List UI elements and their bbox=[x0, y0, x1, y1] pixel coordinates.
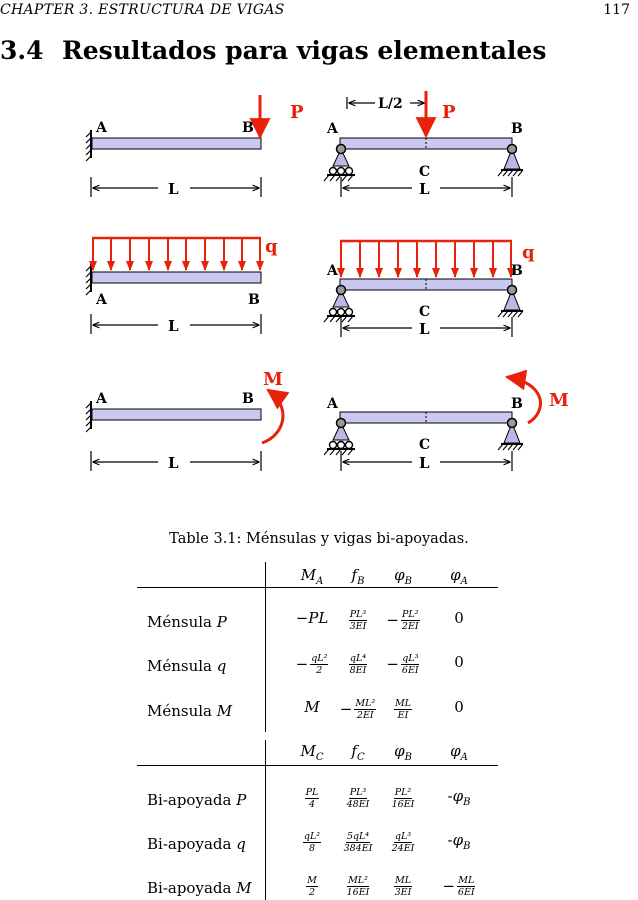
label-c: C bbox=[419, 437, 431, 453]
cell-c2 bbox=[343, 831, 374, 854]
header-3-subscript: A bbox=[460, 576, 468, 587]
table-rule bbox=[137, 587, 498, 588]
section-title: Resultados para vigas elementales bbox=[62, 36, 547, 65]
cell-c2-fraction bbox=[349, 609, 368, 632]
cell-c1-denominator: 2 bbox=[316, 665, 323, 676]
cell-c2-denominator: 48EI bbox=[346, 799, 370, 810]
cell-c2-numerator: ML² bbox=[355, 698, 376, 709]
label-c: C bbox=[419, 164, 431, 180]
cell-c3 bbox=[394, 698, 412, 721]
cell-c3-numerator: PL² bbox=[394, 787, 412, 798]
cell-c4-expr bbox=[447, 831, 471, 852]
header-1-symbol: f bbox=[351, 742, 357, 760]
header-1 bbox=[351, 742, 365, 763]
cell-c2-denominator: 3EI bbox=[349, 621, 367, 632]
table-cell bbox=[429, 653, 489, 671]
length-label: L bbox=[168, 454, 179, 472]
table-header-cell bbox=[378, 566, 428, 587]
row-label-text: Bi-apoyada bbox=[147, 791, 237, 809]
label-b: B bbox=[242, 391, 254, 407]
header-1-subscript: C bbox=[356, 752, 365, 763]
cell-c4-expr-symbol: -φ bbox=[447, 787, 464, 805]
cell-c3-numerator: qL³ bbox=[394, 831, 412, 842]
table-column-rule bbox=[265, 562, 266, 732]
cell-c2-denominator: 8EI bbox=[349, 665, 367, 676]
cell-c1 bbox=[303, 831, 321, 854]
cell-c3 bbox=[394, 875, 413, 898]
cell-c2-sign: − bbox=[339, 699, 353, 718]
cell-c1-fraction bbox=[303, 831, 321, 854]
cell-c1 bbox=[304, 698, 319, 716]
cell-c4-expr-subscript: B bbox=[463, 841, 471, 852]
header-0-subscript: C bbox=[315, 752, 324, 763]
cell-c1-numerator: qL² bbox=[303, 831, 321, 842]
cell-c2 bbox=[339, 698, 376, 721]
cell-c1-fraction bbox=[306, 875, 318, 898]
cell-c4-text: 0 bbox=[454, 609, 464, 627]
table-cell bbox=[429, 698, 489, 716]
simple-beam-point-load bbox=[324, 91, 523, 198]
cell-c4-expr-symbol: -φ bbox=[447, 831, 464, 849]
cell-c2-fraction bbox=[346, 875, 371, 898]
cell-c3-numerator: ML bbox=[394, 698, 412, 709]
table-caption: Table 3.1: Ménsulas y vigas bi-apoyadas. bbox=[169, 531, 469, 547]
cell-c1-denominator: 2 bbox=[308, 887, 316, 898]
table-cell bbox=[373, 609, 433, 632]
cell-c4 bbox=[454, 609, 464, 627]
row-label-symbol: M bbox=[216, 702, 233, 720]
table-cell bbox=[373, 787, 433, 810]
header-0-symbol: M bbox=[300, 566, 317, 584]
table-row-label bbox=[147, 835, 246, 853]
cell-c1-sign: − bbox=[295, 654, 309, 673]
label-b: B bbox=[511, 263, 523, 279]
cell-c2-denominator: 16EI bbox=[346, 887, 370, 898]
cell-c1-denominator: 4 bbox=[308, 799, 316, 810]
cell-c3-denominator: 24EI bbox=[391, 843, 415, 854]
header-2 bbox=[394, 566, 412, 587]
table-header-cell bbox=[333, 742, 383, 763]
cell-c2 bbox=[346, 787, 371, 810]
header-3-subscript: A bbox=[460, 752, 468, 763]
row-label-text: Ménsula bbox=[147, 657, 217, 675]
header-2-symbol: φ bbox=[394, 742, 405, 760]
table-cell bbox=[429, 787, 489, 808]
cell-c2 bbox=[349, 653, 368, 676]
cell-c3-sign: − bbox=[386, 610, 399, 629]
row-label-symbol: P bbox=[236, 791, 247, 809]
label-a: A bbox=[96, 391, 107, 407]
cell-c4 bbox=[447, 831, 471, 852]
label-b: B bbox=[511, 121, 523, 137]
moment-label-m: M bbox=[549, 390, 569, 411]
cell-c1-text: −PL bbox=[295, 609, 329, 627]
cell-c4-expr bbox=[447, 787, 471, 808]
page-number: 117 bbox=[603, 2, 630, 18]
header-0 bbox=[300, 742, 324, 763]
label-a: A bbox=[327, 396, 338, 412]
header-3 bbox=[450, 742, 468, 763]
table-row-label bbox=[147, 657, 226, 675]
row-label-text: Bi-apoyada bbox=[147, 835, 237, 853]
section-number: 3.4 bbox=[0, 36, 44, 65]
table-header-cell bbox=[378, 742, 428, 763]
cell-c4-numerator: ML bbox=[458, 875, 475, 886]
cell-c3-numerator: PL² bbox=[402, 609, 419, 620]
table-header-cell bbox=[287, 742, 337, 763]
cell-c2 bbox=[346, 875, 371, 898]
header-3-symbol: φ bbox=[450, 566, 461, 584]
table-column-rule bbox=[265, 740, 266, 900]
cell-c1 bbox=[295, 653, 329, 676]
table-row-label bbox=[147, 613, 227, 631]
table-header-cell bbox=[434, 566, 484, 587]
cell-c1 bbox=[306, 875, 318, 898]
cell-c1-numerator: M bbox=[307, 875, 317, 886]
cell-c1 bbox=[305, 787, 320, 810]
table-header-cell bbox=[333, 566, 383, 587]
cell-c3-denominator: 3EI bbox=[394, 887, 412, 898]
label-c: C bbox=[419, 304, 431, 320]
row-label-text: Bi-apoyada bbox=[147, 879, 237, 897]
cantilever-point-load bbox=[86, 95, 304, 198]
cell-c4-expr-subscript: B bbox=[463, 797, 471, 808]
header-3-symbol: φ bbox=[450, 742, 461, 760]
moment-label-m: M bbox=[263, 369, 283, 390]
header-3 bbox=[450, 566, 468, 587]
cell-c3-fraction bbox=[394, 698, 412, 721]
cell-c2-fraction bbox=[343, 831, 374, 854]
cell-c3 bbox=[386, 609, 419, 632]
length-label: L bbox=[168, 317, 179, 335]
cell-c3 bbox=[386, 653, 419, 676]
cell-c2-numerator: PL³ bbox=[349, 609, 367, 620]
length-label: L bbox=[419, 320, 430, 338]
table-header-cell bbox=[287, 566, 337, 587]
half-length-label: L/2 bbox=[378, 96, 403, 112]
cell-c2-numerator: qL⁴ bbox=[349, 653, 367, 664]
label-b: B bbox=[248, 292, 260, 308]
table-cell bbox=[373, 698, 433, 721]
cell-c2-fraction bbox=[346, 787, 371, 810]
section-heading bbox=[0, 36, 546, 65]
table-cell bbox=[373, 875, 433, 898]
cell-c2-numerator: PL³ bbox=[349, 787, 367, 798]
cell-c4 bbox=[454, 653, 464, 671]
cell-c3-numerator: ML bbox=[394, 875, 412, 886]
table-cell bbox=[373, 653, 433, 676]
row-label-symbol: q bbox=[216, 657, 227, 675]
cell-c3-denominator: 2EI bbox=[401, 621, 419, 632]
cell-c2-fraction bbox=[349, 653, 368, 676]
label-a: A bbox=[327, 263, 338, 279]
row-label-symbol: q bbox=[236, 835, 246, 853]
length-label: L bbox=[419, 180, 430, 198]
header-1-subscript: B bbox=[357, 576, 365, 587]
cell-c3-fraction bbox=[391, 787, 416, 810]
cell-c3 bbox=[391, 787, 416, 810]
header-2-subscript: B bbox=[404, 752, 412, 763]
label-a: A bbox=[327, 121, 338, 137]
header-1 bbox=[351, 566, 365, 587]
cell-c2-numerator: ML² bbox=[348, 875, 368, 886]
header-1-symbol: f bbox=[351, 566, 358, 584]
cell-c1-numerator: PL bbox=[305, 787, 319, 798]
cell-c3-fraction bbox=[401, 609, 420, 632]
table-rule bbox=[137, 765, 498, 766]
cell-c1-fraction bbox=[310, 653, 328, 676]
header-0-symbol: M bbox=[300, 742, 316, 760]
load-label-p: P bbox=[290, 102, 304, 123]
row-label-text: Ménsula bbox=[147, 702, 217, 720]
running-header: CHAPTER 3. ESTRUCTURA DE VIGAS bbox=[0, 2, 285, 18]
cell-c1-fraction bbox=[305, 787, 320, 810]
header-0 bbox=[300, 566, 324, 587]
load-label-q: q bbox=[265, 236, 278, 257]
cell-c3-fraction bbox=[401, 653, 420, 676]
label-a: A bbox=[96, 292, 107, 308]
cell-c1-numerator: qL² bbox=[311, 653, 328, 664]
cell-c3-sign: − bbox=[386, 654, 399, 673]
label-a: A bbox=[96, 120, 107, 136]
cell-c3-fraction bbox=[394, 875, 413, 898]
cantilever-distributed-load bbox=[86, 236, 278, 335]
length-label: L bbox=[168, 180, 179, 198]
row-label-text: Ménsula bbox=[147, 613, 217, 631]
cell-c2-denominator: 2EI bbox=[356, 710, 374, 721]
cell-c1-text: M bbox=[304, 698, 320, 716]
label-b: B bbox=[242, 120, 254, 136]
cell-c3-denominator: 6EI bbox=[401, 665, 419, 676]
cell-c4-sign: − bbox=[442, 876, 455, 895]
load-label-p: P bbox=[442, 102, 456, 123]
cell-c2-numerator: 5qL⁴ bbox=[346, 831, 370, 842]
beam-figure bbox=[0, 85, 638, 505]
cell-c3-denominator: EI bbox=[397, 710, 409, 721]
header-2-symbol: φ bbox=[394, 566, 405, 584]
table-cell bbox=[429, 875, 489, 898]
length-label: L bbox=[419, 454, 430, 472]
cell-c4-text: 0 bbox=[454, 653, 464, 671]
load-label-q: q bbox=[522, 242, 535, 263]
simple-beam-end-moment bbox=[324, 377, 569, 472]
cell-c4 bbox=[442, 875, 475, 898]
table-cell bbox=[429, 831, 489, 852]
table-header-cell bbox=[434, 742, 484, 763]
table-cell bbox=[373, 831, 433, 854]
simple-beam-distributed-load bbox=[324, 241, 535, 338]
table-row-label bbox=[147, 702, 232, 720]
row-label-symbol: M bbox=[236, 879, 252, 897]
cell-c4-fraction bbox=[457, 875, 476, 898]
table-row-label bbox=[147, 791, 246, 809]
cell-c4-text: 0 bbox=[454, 698, 464, 716]
cell-c3-numerator: qL³ bbox=[402, 653, 419, 664]
label-b: B bbox=[511, 396, 523, 412]
table-cell bbox=[429, 609, 489, 627]
header-2 bbox=[394, 742, 412, 763]
table-row-label bbox=[147, 879, 252, 897]
cell-c4 bbox=[447, 787, 471, 808]
cell-c3 bbox=[391, 831, 416, 854]
cell-c1 bbox=[296, 609, 329, 627]
cantilever-end-moment bbox=[86, 369, 283, 472]
cell-c4 bbox=[454, 698, 464, 716]
cell-c3-fraction bbox=[391, 831, 416, 854]
cell-c3-denominator: 16EI bbox=[391, 799, 415, 810]
cell-c1-denominator: 8 bbox=[308, 843, 316, 854]
cell-c4-denominator: 6EI bbox=[457, 887, 475, 898]
header-0-subscript: A bbox=[316, 576, 324, 587]
cell-c2-denominator: 384EI bbox=[343, 843, 373, 854]
results-table bbox=[137, 560, 498, 898]
header-2-subscript: B bbox=[404, 576, 412, 587]
cell-c2 bbox=[349, 609, 368, 632]
row-label-symbol: P bbox=[216, 613, 227, 631]
